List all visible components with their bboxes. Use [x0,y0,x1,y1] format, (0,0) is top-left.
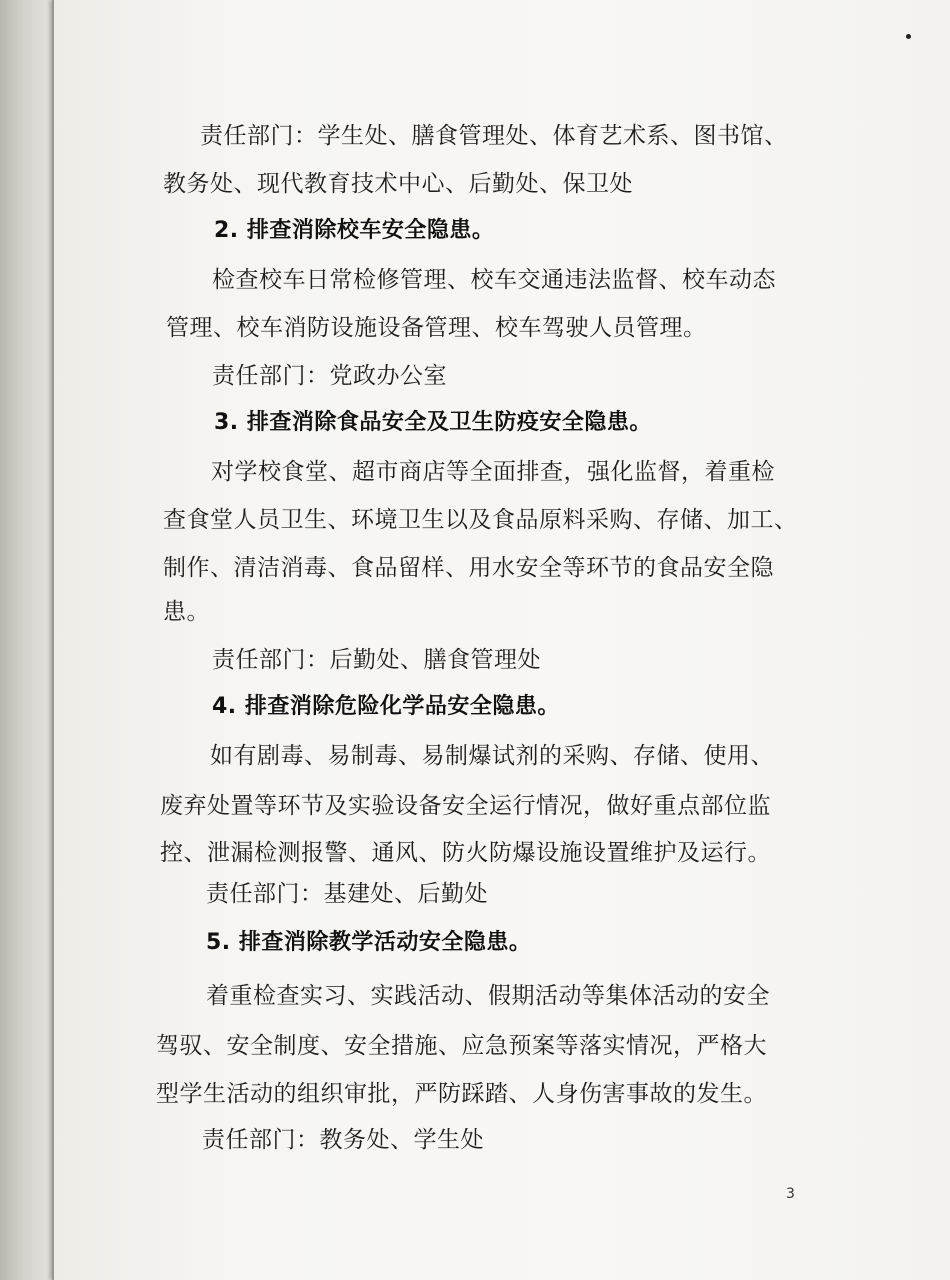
section-heading-4: 4. 排查消除危险化学品安全隐患。 [212,694,560,719]
page-number: 3 [786,1186,795,1202]
section-heading-3: 3. 排查消除食品安全及卫生防疫安全隐患。 [214,410,652,435]
ink-dot [906,34,911,39]
page-edge [52,0,54,1280]
paragraph-3-line-4: 患。 [163,599,210,625]
paragraph-5-line-3: 型学生活动的组织审批，严防踩踏、人身伤害事故的发生。 [156,1081,767,1107]
paragraph-4-line-2: 废弃处置等环节及实验设备安全运行情况，做好重点部位监 [160,793,771,819]
paragraph-3-line-1: 对学校食堂、超市商店等全面排查，强化监督，着重检 [211,459,775,485]
paragraph-3-line-2: 查食堂人员卫生、环境卫生以及食品原料采购、存储、加工、 [163,507,798,533]
paragraph-5-line-2: 驾驭、安全制度、安全措施、应急预案等落实情况，严格大 [156,1033,767,1059]
responsible-dept-5: 责任部门：教务处、学生处 [202,1127,484,1153]
responsible-dept-1: 责任部门：学生处、膳食管理处、体育艺术系、图书馆、 [200,123,788,149]
responsible-dept-1-cont: 教务处、现代教育技术中心、后勤处、保卫处 [163,171,633,197]
paragraph-3-line-3: 制作、清洁消毒、食品留样、用水安全等环节的食品安全隐 [163,555,774,581]
paragraph-2-line-1: 检查校车日常检修管理、校车交通违法监督、校车动态 [212,267,776,293]
paragraph-5-line-1: 着重检查实习、实践活动、假期活动等集体活动的安全 [206,983,770,1009]
responsible-dept-4: 责任部门：基建处、后勤处 [206,881,488,907]
binding-edge [0,0,60,1280]
responsible-dept-3: 责任部门：后勤处、膳食管理处 [212,647,541,673]
paragraph-4-line-1: 如有剧毒、易制毒、易制爆试剂的采购、存储、使用、 [210,743,774,769]
paragraph-4-line-3: 控、泄漏检测报警、通风、防火防爆设施设置维护及运行。 [160,840,771,866]
paragraph-2-line-2: 管理、校车消防设施设备管理、校车驾驶人员管理。 [166,315,707,341]
section-heading-2: 2. 排查消除校车安全隐患。 [214,218,495,243]
section-heading-5: 5. 排查消除教学活动安全隐患。 [206,930,532,955]
responsible-dept-2: 责任部门：党政办公室 [212,363,447,389]
